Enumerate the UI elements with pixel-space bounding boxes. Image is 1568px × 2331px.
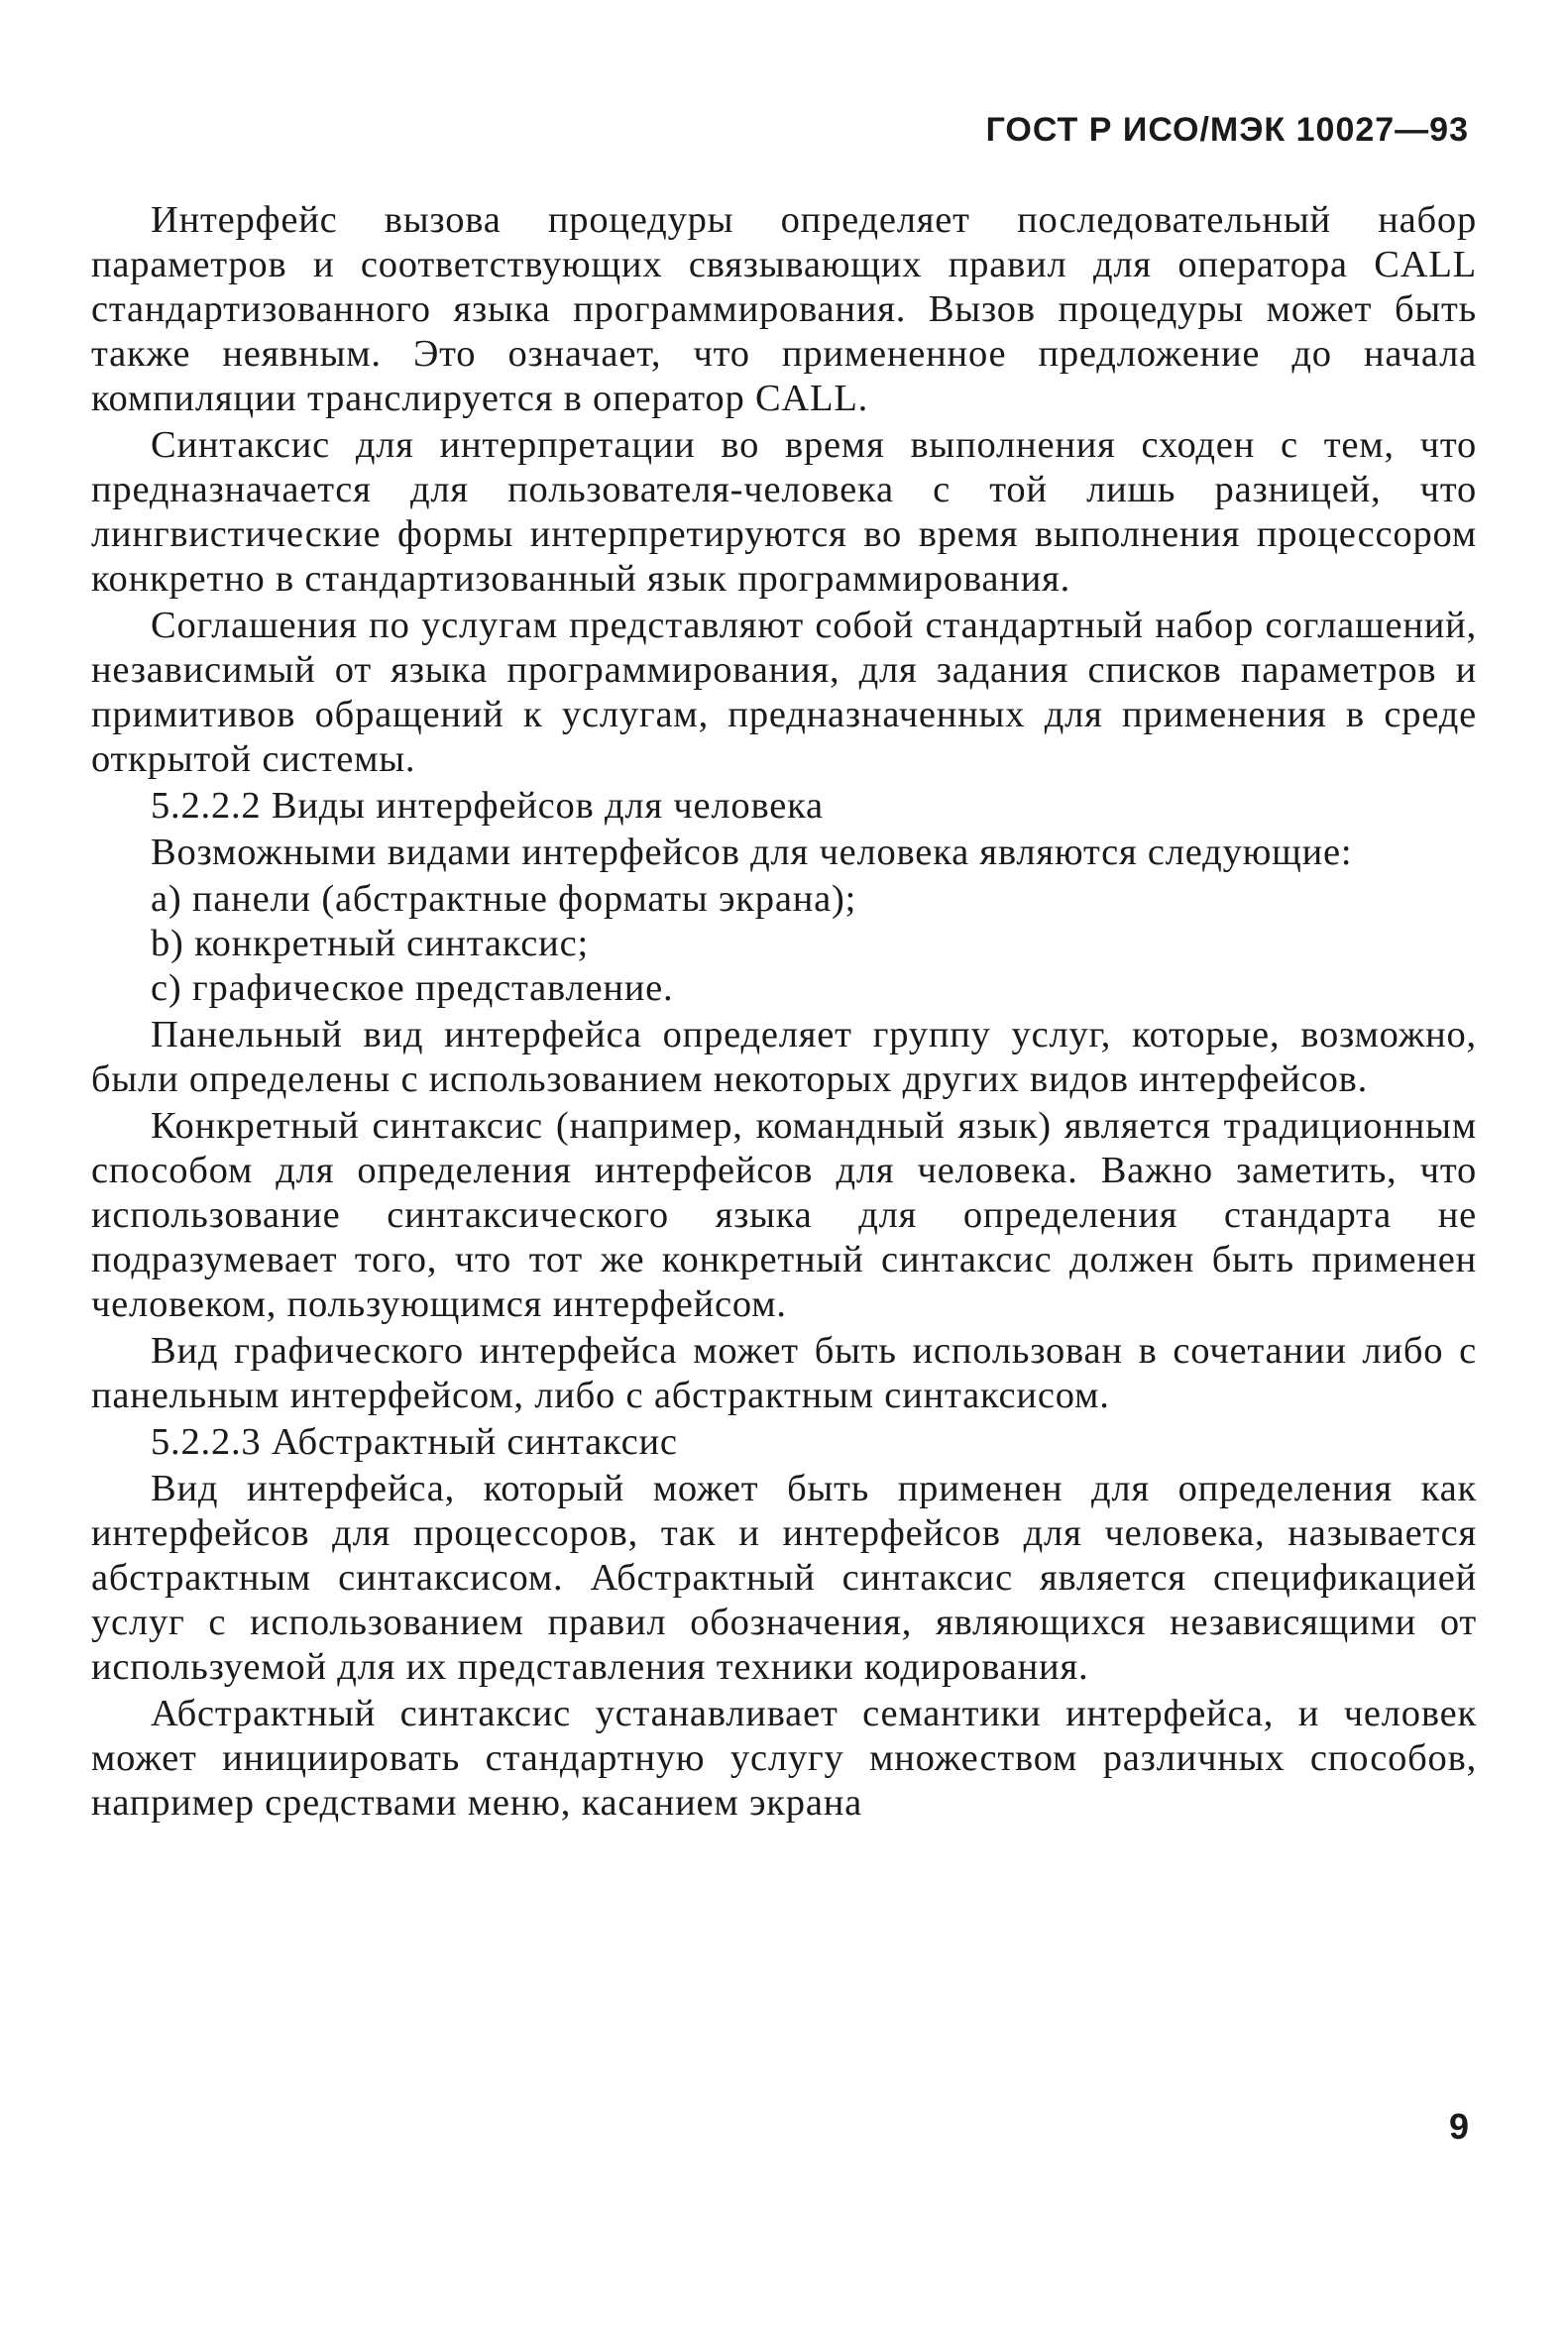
list-item-b: b) конкретный синтаксис; [151, 923, 589, 964]
paragraph-runtime-interpretation-syntax: Синтаксис для интерпретации во время выполнения сходен с тем, что предназначается для пользователя-человека с той лишь разницей, что лингвистические формы интерпретируются во время выполнения процессором конкретно в стандартизованный язык программирования. [91, 424, 1477, 600]
document-body [91, 198, 1477, 1828]
page-header: ГОСТ Р ИСО/МЭК 10027—93 [985, 111, 1469, 149]
paragraph-graphic-interface: Вид графического интерфейса может быть использован в сочетании либо с панельным интерфейсом, либо с абстрактным синтаксисом. [91, 1330, 1477, 1416]
paragraph-procedure-call-interface: Интерфейс вызова процедуры определяет последовательный набор параметров и соответствующих связывающих правил для оператора CALL стандартизованного языка программирования. Вызов процедуры может быть также неявным. Это означает, что примененное предложение до начала компиляции транслируется в оператор CALL. [91, 199, 1477, 419]
paragraph-concrete-syntax: Конкретный синтаксис (например, командный язык) является традиционным способом для определения интерфейсов для человека. Важно заметить, что использование синтаксического языка для определения стандарта не подразумевает того, что тот же конкретный синтаксис должен быть применен человеком, пользующимся интерфейсом. [91, 1105, 1477, 1325]
paragraph-human-interface-types: Возможными видами интерфейсов для человека являются следующие: [151, 832, 1353, 873]
paragraph-abstract-syntax-definition: Вид интерфейса, который может быть применен для определения как интерфейсов для процессоров, так и интерфейсов для человека, называется абстрактным синтаксисом. Абстрактный синтаксис является спецификацией услуг с использованием правил обозначения, являющихся независящими от используемой для их представления техники кодирования. [91, 1468, 1477, 1688]
list-item-c: с) графическое представление. [151, 967, 674, 1009]
paragraph-abstract-syntax-semantics: Абстрактный синтаксис устанавливает семантики интерфейса, и человек может инициировать стандартную услугу множеством различных способов, например средствами меню, касанием экрана [91, 1693, 1477, 1824]
page-number: 9 [1448, 2106, 1469, 2147]
section-heading-5-2-2-2: 5.2.2.2 Виды интерфейсов для человека [151, 785, 824, 827]
paragraph-service-conventions: Соглашения по услугам представляют собой стандартный набор соглашений, независимый от языка программирования, для задания списков параметров и примитивов обращений к услугам, предназначенных для применения в среде открытой системы. [91, 605, 1477, 780]
paragraph-panel-interface: Панельный вид интерфейса определяет группу услуг, которые, возможно, были определены с использованием некоторых других видов интерфейсов. [91, 1014, 1477, 1100]
list-item-a: а) панели (абстрактные форматы экрана); [151, 878, 857, 920]
section-heading-5-2-2-3: 5.2.2.3 Абстрактный синтаксис [151, 1421, 678, 1463]
